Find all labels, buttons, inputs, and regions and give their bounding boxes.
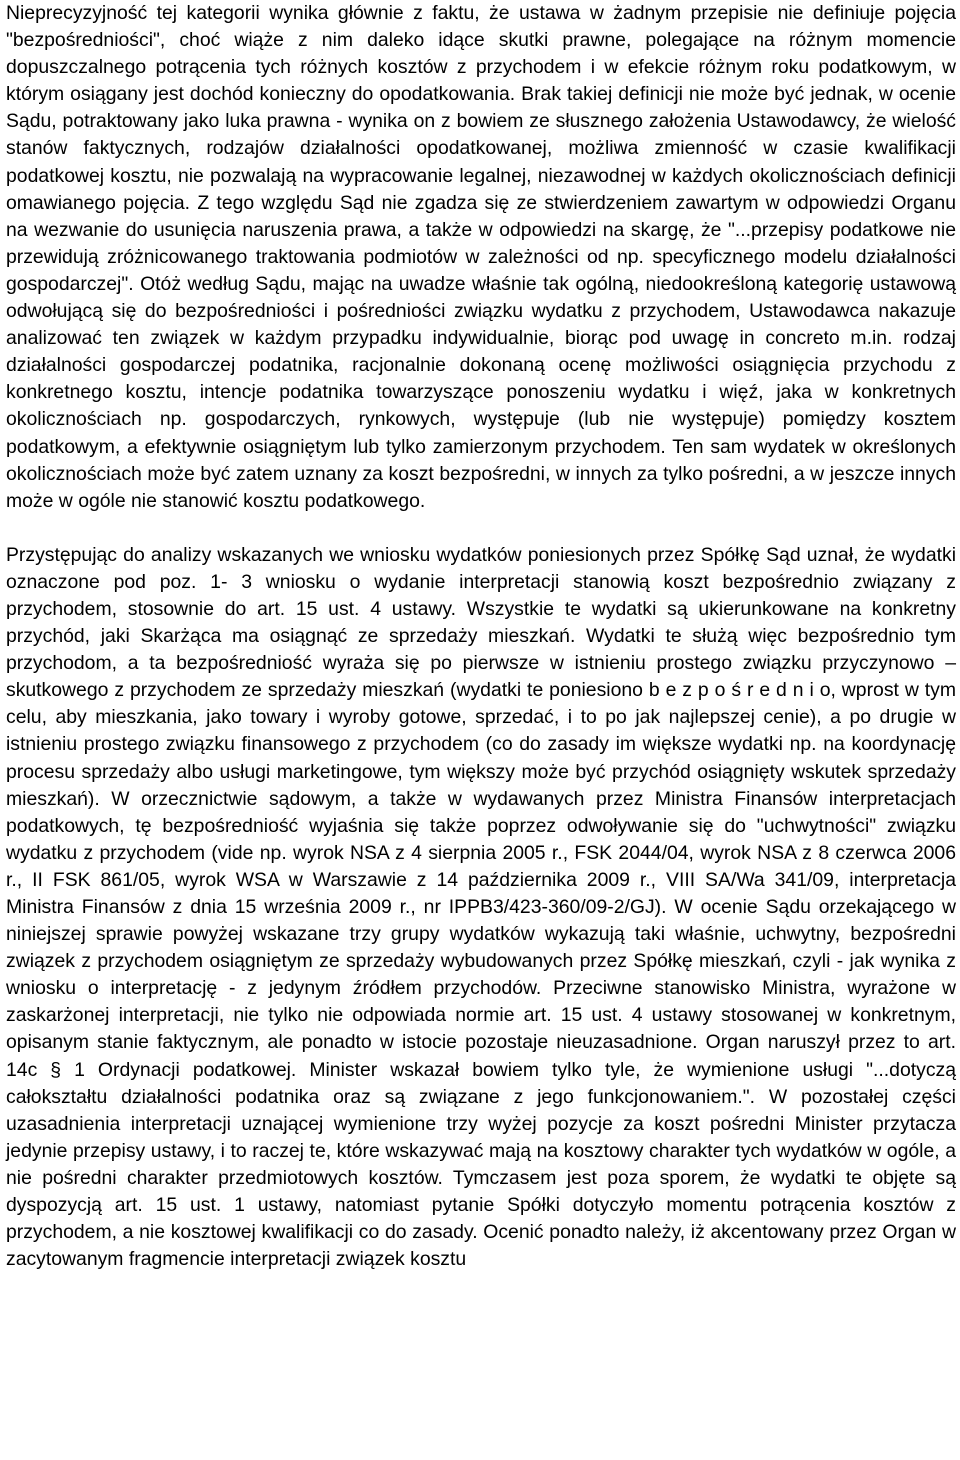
paragraph-2: Przystępując do analizy wskazanych we wniosku wydatków poniesionych przez Spółkę Sąd uznał, że wydatki oznaczone pod poz. 1- 3 wniosku o wydanie interpretacji stanowią koszt bezpośrednio związany z przychodem, stosownie do art. 15 ust. 4 ustawy. Wszystkie te wydatki są ukierunkowane na konkretny przychód, jaki Skarżąca ma osiągnąć ze sprzedaży mieszkań. Wydatki te służą więc bezpośrednio tym przychodom, a ta bezpośredniość wyraża się po pierwsze w istnieniu prostego związku przyczynowo – skutkowego z przychodem ze sprzedaży mieszkań (wydatki te poniesiono b e z p o ś r e d n i o, wprost w tym celu, aby mieszkania, jako towary i wyroby gotowe, sprzedać, i to po jak najlepszej cenie), a po drugie w istnieniu prostego związku finansowego z przychodem (co do zasady im większe wydatki np. na koordynację procesu sprzedaży albo usługi marketingowe, tym większy może być przychód osiągnięty wskutek sprzedaży mieszkań). W orzecznictwie sądowym, a także w wydawanych przez Ministra Finansów interpretacjach podatkowych, tę bezpośredniość wyjaśnia się także poprzez odwoływanie się do "uchwytności" związku wydatku z przychodem (vide np. wyrok NSA z 4 sierpnia 2005 r., FSK 2044/04, wyrok NSA z 8 czerwca 2006 r., II FSK 861/05, wyrok WSA w Warszawie z 14 października 2009 r., VIII SA/Wa 341/09, interpretacja Ministra Finansów z dnia 15 września 2009 r., nr IPPB3/423-360/09-2/GJ). W ocenie Sądu orzekającego w niniejszej sprawie powyżej wskazane trzy grupy wydatków wykazują taki właśnie, uchwytny, bezpośredni związek z przychodem osiągniętym ze sprzedaży wybudowanych przez Spółkę mieszkań, czyli - jak wynika z wniosku o interpretację - z jedynym źródłem przychodów. Przeciwne stanowisko Ministra, wyrażone w zaskarżonej interpretacji, nie tylko nie odpowiada normie art. 15 ust. 4 ustawy stosowanej w konkretnym, opisanym stanie faktycznym, ale ponadto w istocie pozostaje nieuzasadnione. Organ naruszył przez to art. 14c § 1 Ordynacji podatkowej. Minister wskazał bowiem tylko tyle, że wymienione usługi "...dotyczą całokształtu działalności podatnika oraz są związane z jego funkcjonowaniem.". W pozostałej części uzasadnienia interpretacji uznającej wymienione trzy wyżej pozycje za koszt pośredni Minister przytacza jedynie przepisy ustawy, i to raczej te, które wskazywać mają na kosztowy charakter tych wydatków w ogóle, a nie pośredni charakter przedmiotowych kosztów. Tymczasem jest poza sporem, że wydatki te objęte są dyspozycją art. 15 ust. 1 ustawy, natomiast pytanie Spółki dotyczyło momentu potrącenia kosztów z przychodem, a nie kosztowej kwalifikacji co do zasady. Ocenić ponadto należy, iż akcentowany przez Organ w zacytowanym fragmencie interpretacji związek kosztu <box>6 543 956 1271</box>
document-page <box>6 0 956 1273</box>
paragraph-1: Nieprecyzyjność tej kategorii wynika głównie z faktu, że ustawa w żadnym przepisie nie definiuje pojęcia "bezpośredniości", choć wiąże z nim daleko idące skutki prawne, polegające na różnym momencie dopuszczalnego potrącenia tych różnych kosztów z przychodem i w efekcie różnym roku podatkowym, w którym osiągany jest dochód konieczny do opodatkowania. Brak takiej definicji nie może być jednak, w ocenie Sądu, potraktowany jako luka prawna - wynika on z bowiem ze słusznego założenia Ustawodawcy, że wielość stanów faktycznych, rodzajów działalności opodatkowanej, możliwa zmienność w czasie kwalifikacji podatkowej kosztu, nie pozwalają na wypracowanie legalnej, niezawodnej w każdych okolicznościach definicji omawianego pojęcia. Z tego względu Sąd nie zgadza się ze stwierdzeniem zawartym w odpowiedzi Organu na wezwanie do usunięcia naruszenia prawa, a także w odpowiedzi na skargę, że "...przepisy podatkowe nie przewidują zróżnicowanego traktowania podmiotów w zależności od np. specyficznego modelu działalności gospodarczej". Otóż według Sądu, mając na uwadze właśnie tak ogólną, niedookreśloną kategorię ustawową odwołującą się do bezpośredniości i pośredniości związku wydatku z przychodem, Ustawodawca nakazuje analizować ten związek w każdym przypadku indywidualnie, biorąc pod uwagę in concreto m.in. rodzaj działalności gospodarczej podatnika, racjonalnie dokonaną ocenę możliwości osiągnięcia przychodu z konkretnego kosztu, intencje podatnika towarzyszące ponoszeniu wydatku i więź, jaka w konkretnych okolicznościach np. gospodarczych, rynkowych, występuje (lub nie występuje) pomiędzy kosztem podatkowym, a efektywnie osiągniętym lub tylko zamierzonym przychodem. Ten sam wydatek w określonych okolicznościach może być zatem uznany za koszt bezpośredni, w innych za tylko pośredni, a w jeszcze innych może w ogóle nie stanowić kosztu podatkowego. <box>6 2 956 512</box>
paragraph-spacer <box>6 515 956 542</box>
